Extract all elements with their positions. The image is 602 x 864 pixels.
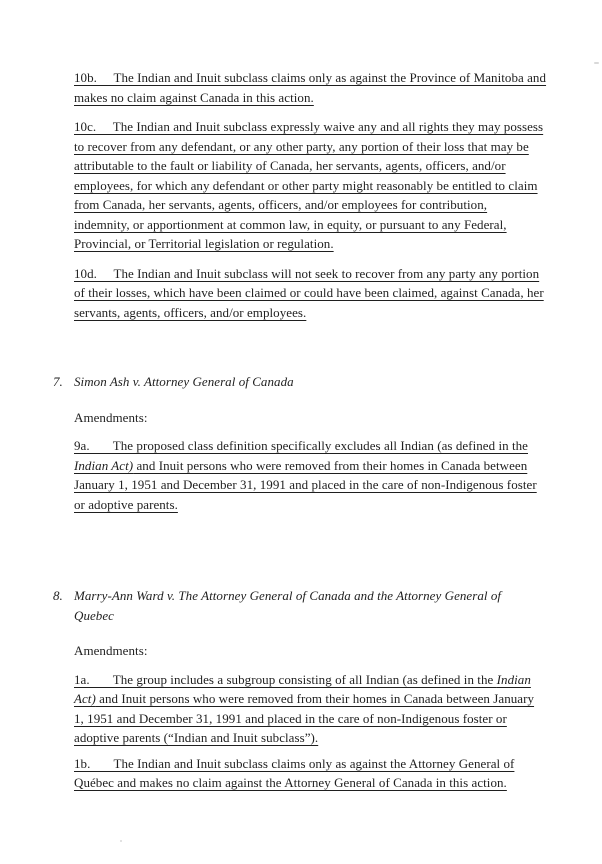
para-10c-line: from Canada, her servants, agents, officers, and/or employees for contribution,: [74, 197, 488, 212]
para-9a-line: January 1, 1951 and December 31, 1991 and placed in the care of non-Indigenous foster: [74, 477, 537, 492]
para-1a-line: adoptive parents (“Indian and Inuit subclass”).: [74, 730, 319, 745]
para-10c-line: indemnity, or apportionment at common law, in equity, or pursuant to any Federal,: [74, 216, 507, 232]
case-heading-8: [53, 586, 566, 625]
case-section-7: [53, 372, 566, 514]
case-title-8-line: Marry-Ann Ward v. The Attorney General of Canada and the Attorney General of: [74, 588, 502, 603]
case-number-7: 7.: [53, 374, 63, 389]
para-10c-line: 10c. The Indian and Inuit subclass expressly waive any and all rights they may possess: [74, 119, 544, 134]
para-10d-line: 10d. The Indian and Inuit subclass will not seek to recover from any party any portion: [74, 265, 540, 281]
para-10b-line: 10b. The Indian and Inuit subclass claims only as against the Province of Manitoba and: [74, 70, 547, 85]
scan-artifact-dot: [120, 840, 122, 842]
amendment-paragraph-10c: [74, 117, 566, 254]
amendment-paragraph-9a: [74, 436, 566, 514]
amendment-paragraph-1b: [74, 754, 566, 793]
case-title-7: [74, 372, 294, 392]
amendment-paragraph-10b: [74, 68, 566, 107]
para-10d-line: servants, agents, officers, and/or employees.: [74, 304, 307, 320]
para-9a-line: or adoptive parents.: [74, 496, 178, 512]
case-section-8: [53, 586, 566, 793]
amendment-paragraph-10d: [74, 264, 566, 323]
amendments-label-7: Amendments:: [74, 409, 148, 425]
para-10c-line: to recover from any defendant, or any other party, any portion of their loss that may be: [74, 138, 529, 154]
para-10c-line: Provincial, or Territorial legislation or regulation.: [74, 236, 334, 251]
para-10d-line: of their losses, which have been claimed or could have been claimed, against Canada, her: [74, 285, 544, 300]
para-9a-line: Indian Act) and Inuit persons who were removed from their homes in Canada between: [74, 457, 528, 473]
para-9a-line: 9a. The proposed class definition specifically excludes all Indian (as defined in the: [74, 438, 528, 453]
amendments-label-8: Amendments:: [74, 643, 148, 658]
para-10b-line: makes no claim against Canada in this action.: [74, 89, 314, 105]
case-number-8: 8.: [53, 588, 63, 603]
amendment-paragraph-1a: [74, 670, 566, 748]
case-title-8: [74, 586, 501, 625]
para-1b-line: 1b. The Indian and Inuit subclass claims only as against the Attorney General of: [74, 755, 515, 771]
case-title-8-line: Quebec: [74, 607, 114, 623]
case-heading-7: [53, 372, 566, 392]
para-10c-line: employees, for which any defendant or other party might reasonably be entitled to claim: [74, 177, 538, 193]
para-1a-line: 1, 1951 and December 31, 1991 and placed in the care of non-Indigenous foster or: [74, 710, 507, 726]
para-1a-line: 1a. The group includes a subgroup consisting of all Indian (as defined in the Indian: [74, 671, 531, 687]
case-title-7-text: Simon Ash v. Attorney General of Canada: [74, 374, 294, 389]
para-10c-line: attributable to the fault or liability of Canada, her servants, agents, officers, and/or: [74, 158, 506, 173]
para-1a-line: Act) and Inuit persons who were removed from their homes in Canada between January: [74, 691, 535, 706]
scan-artifact-dot: [594, 62, 599, 64]
para-1b-line: Québec and makes no claim against the Attorney General of Canada in this action.: [74, 775, 507, 790]
